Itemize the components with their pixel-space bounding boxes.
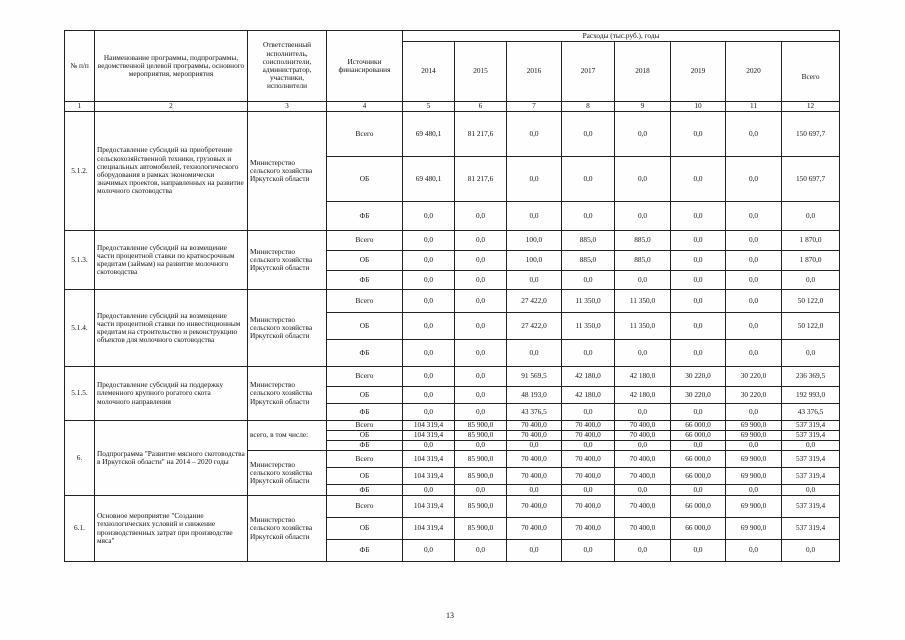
row-executor: Министерство сельского хозяйства Иркутской области	[248, 451, 327, 496]
value-cell: 0,0	[726, 271, 782, 290]
source-cell: Всего	[327, 496, 403, 518]
value-cell: 0,0	[671, 485, 726, 496]
row-executor: Министерство сельского хозяйства Иркутской области	[248, 290, 327, 367]
source-cell: ФБ	[327, 271, 403, 290]
value-cell: 0,0	[726, 441, 782, 451]
value-cell: 70 400,0	[615, 468, 671, 485]
value-cell: 85 900,0	[455, 518, 507, 540]
value-cell: 0,0	[403, 367, 455, 387]
value-cell: 70 400,0	[507, 518, 562, 540]
value-cell: 0,0	[403, 313, 455, 340]
value-cell: 0,0	[671, 251, 726, 271]
value-cell: 30 220,0	[671, 387, 726, 404]
header-name: Наименование программы, подпрограммы, ведомственной целевой программы, основного мероприятия, мероприятия	[95, 31, 248, 102]
column-index: 10	[671, 102, 726, 112]
value-cell: 0,0	[455, 485, 507, 496]
row-executor-total: всего, в том числе:	[248, 421, 327, 451]
value-cell: 0,0	[403, 340, 455, 367]
value-cell: 70 400,0	[507, 496, 562, 518]
value-cell: 885,0	[562, 231, 615, 251]
value-cell: 1 870,0	[782, 231, 840, 251]
value-cell: 0,0	[562, 485, 615, 496]
value-cell: 104 319,4	[403, 451, 455, 468]
table-row	[65, 496, 840, 518]
header-year: 2016	[507, 42, 562, 102]
row-executor: Министерство сельского хозяйства Иркутской области	[248, 231, 327, 290]
value-cell: 70 400,0	[562, 496, 615, 518]
source-cell: Всего	[327, 367, 403, 387]
table-row	[65, 231, 840, 251]
value-cell: 104 319,4	[403, 421, 455, 431]
header-year: 2018	[615, 42, 671, 102]
row-code: 5.1.5.	[65, 367, 95, 421]
row-name: Предоставление субсидий на возмещение части процентной ставки по краткосрочным кредитам (займам) на развитие молочного скотоводства	[95, 231, 248, 290]
value-cell: 0,0	[455, 540, 507, 562]
value-cell: 70 400,0	[615, 451, 671, 468]
source-cell: ОБ	[327, 518, 403, 540]
column-index: 4	[327, 102, 403, 112]
header-year: 2019	[671, 42, 726, 102]
row-executor: Министерство сельского хозяйства Иркутской области	[248, 367, 327, 421]
value-cell: 0,0	[671, 231, 726, 251]
source-cell: ФБ	[327, 202, 403, 231]
value-cell: 27 422,0	[507, 313, 562, 340]
source-cell: ФБ	[327, 540, 403, 562]
row-code: 5.1.2.	[65, 112, 95, 231]
value-cell: 0,0	[615, 271, 671, 290]
value-cell: 0,0	[615, 157, 671, 202]
row-name: Предоставление субсидий на приобретение сельскохозяйственной техники, грузовых и специальных автомобилей, технологического оборудования в рамках экономически значимых проектов, направленных на развитие молочного скотоводства	[95, 112, 248, 231]
row-name: Предоставление субсидий на поддержку племенного крупного рогатого скота молочного направления	[95, 367, 248, 421]
value-cell: 70 400,0	[562, 518, 615, 540]
value-cell: 0,0	[671, 540, 726, 562]
header-executor: Ответственный исполнитель, соисполнители, администратор, участники, исполнители	[248, 31, 327, 102]
value-cell: 0,0	[726, 251, 782, 271]
value-cell: 70 400,0	[507, 421, 562, 431]
value-cell: 0,0	[403, 485, 455, 496]
column-index: 11	[726, 102, 782, 112]
value-cell: 537 319,4	[782, 468, 840, 485]
value-cell: 0,0	[455, 441, 507, 451]
value-cell: 70 400,0	[615, 421, 671, 431]
table-row	[65, 367, 840, 387]
value-cell: 30 220,0	[726, 387, 782, 404]
value-cell: 0,0	[562, 112, 615, 157]
value-cell: 66 000,0	[671, 451, 726, 468]
value-cell: 69 480,1	[403, 157, 455, 202]
value-cell: 100,0	[507, 251, 562, 271]
value-cell: 100,0	[507, 231, 562, 251]
column-index-row	[65, 102, 840, 112]
value-cell: 42 180,0	[615, 367, 671, 387]
value-cell: 0,0	[671, 313, 726, 340]
value-cell: 69 900,0	[726, 421, 782, 431]
value-cell: 104 319,4	[403, 518, 455, 540]
value-cell: 0,0	[615, 202, 671, 231]
value-cell: 0,0	[403, 271, 455, 290]
value-cell: 0,0	[455, 251, 507, 271]
value-cell: 0,0	[782, 485, 840, 496]
row-name: Подпрограмма "Развитие мясного скотоводства в Иркутской области" на 2014 – 2020 годы	[95, 421, 248, 496]
value-cell: 0,0	[455, 387, 507, 404]
value-cell: 50 122,0	[782, 290, 840, 313]
value-cell: 69 900,0	[726, 451, 782, 468]
value-cell: 69 480,1	[403, 112, 455, 157]
value-cell: 70 400,0	[562, 421, 615, 431]
value-cell: 66 000,0	[671, 518, 726, 540]
header-year: 2015	[455, 42, 507, 102]
value-cell: 69 900,0	[726, 496, 782, 518]
column-index: 7	[507, 102, 562, 112]
value-cell: 0,0	[726, 404, 782, 421]
value-cell: 0,0	[615, 340, 671, 367]
column-index: 12	[782, 102, 840, 112]
value-cell: 91 569,5	[507, 367, 562, 387]
value-cell: 0,0	[615, 404, 671, 421]
value-cell: 537 319,4	[782, 421, 840, 431]
value-cell: 0,0	[726, 485, 782, 496]
value-cell: 0,0	[507, 157, 562, 202]
value-cell: 81 217,6	[455, 112, 507, 157]
value-cell: 0,0	[615, 441, 671, 451]
source-cell: ОБ	[327, 251, 403, 271]
source-cell: ФБ	[327, 485, 403, 496]
value-cell: 0,0	[782, 540, 840, 562]
source-cell: ОБ	[327, 468, 403, 485]
value-cell: 0,0	[455, 231, 507, 251]
value-cell: 85 900,0	[455, 421, 507, 431]
value-cell: 27 422,0	[507, 290, 562, 313]
header-total: Всего	[782, 42, 840, 102]
value-cell: 0,0	[507, 540, 562, 562]
value-cell: 66 000,0	[671, 468, 726, 485]
value-cell: 0,0	[726, 231, 782, 251]
value-cell: 0,0	[615, 485, 671, 496]
table-row	[65, 421, 840, 431]
value-cell: 0,0	[671, 404, 726, 421]
source-cell: Всего	[327, 290, 403, 313]
value-cell: 85 900,0	[455, 496, 507, 518]
table-row	[65, 290, 840, 313]
value-cell: 0,0	[403, 231, 455, 251]
value-cell: 50 122,0	[782, 313, 840, 340]
column-index: 5	[403, 102, 455, 112]
value-cell: 0,0	[726, 290, 782, 313]
column-index: 8	[562, 102, 615, 112]
value-cell: 70 400,0	[507, 431, 562, 441]
value-cell: 0,0	[782, 271, 840, 290]
source-cell: ОБ	[327, 431, 403, 441]
value-cell: 0,0	[726, 313, 782, 340]
value-cell: 0,0	[726, 202, 782, 231]
value-cell: 0,0	[782, 202, 840, 231]
column-index: 2	[95, 102, 248, 112]
value-cell: 11 350,0	[615, 290, 671, 313]
value-cell: 85 900,0	[455, 451, 507, 468]
row-name: Предоставление субсидий на возмещение части процентной ставки по инвестиционным кредитам на строительство и реконструкцию объектов для молочного скотоводства	[95, 290, 248, 367]
value-cell: 236 369,5	[782, 367, 840, 387]
value-cell: 0,0	[726, 340, 782, 367]
value-cell: 0,0	[455, 271, 507, 290]
value-cell: 0,0	[562, 271, 615, 290]
value-cell: 0,0	[403, 441, 455, 451]
value-cell: 0,0	[726, 157, 782, 202]
value-cell: 0,0	[562, 157, 615, 202]
row-executor: Министерство сельского хозяйства Иркутской области	[248, 112, 327, 231]
row-code: 5.1.4.	[65, 290, 95, 367]
value-cell: 42 180,0	[562, 367, 615, 387]
column-index: 9	[615, 102, 671, 112]
value-cell: 150 697,7	[782, 112, 840, 157]
value-cell: 81 217,6	[455, 157, 507, 202]
value-cell: 537 319,4	[782, 496, 840, 518]
value-cell: 66 000,0	[671, 431, 726, 441]
value-cell: 66 000,0	[671, 421, 726, 431]
source-cell: ФБ	[327, 404, 403, 421]
value-cell: 0,0	[671, 112, 726, 157]
source-cell: ОБ	[327, 313, 403, 340]
value-cell: 70 400,0	[615, 496, 671, 518]
value-cell: 537 319,4	[782, 451, 840, 468]
source-cell: Всего	[327, 451, 403, 468]
header-expenses: Расходы (тыс.руб.), годы	[403, 31, 840, 42]
value-cell: 0,0	[726, 112, 782, 157]
value-cell: 885,0	[615, 231, 671, 251]
row-name: Основное мероприятие "Создание технологических условий и снижение производственных затрат при производстве мяса"	[95, 496, 248, 562]
value-cell: 0,0	[455, 340, 507, 367]
value-cell: 537 319,4	[782, 518, 840, 540]
value-cell: 537 319,4	[782, 431, 840, 441]
value-cell: 43 376,5	[782, 404, 840, 421]
value-cell: 0,0	[403, 404, 455, 421]
header-num: № п/п	[65, 31, 95, 102]
budget-table	[64, 30, 840, 562]
value-cell: 85 900,0	[455, 468, 507, 485]
value-cell: 69 900,0	[726, 518, 782, 540]
header-year: 2014	[403, 42, 455, 102]
value-cell: 0,0	[455, 367, 507, 387]
value-cell: 0,0	[671, 271, 726, 290]
value-cell: 0,0	[455, 202, 507, 231]
value-cell: 0,0	[403, 290, 455, 313]
value-cell: 0,0	[507, 202, 562, 231]
value-cell: 0,0	[562, 441, 615, 451]
value-cell: 43 376,5	[507, 404, 562, 421]
value-cell: 11 350,0	[562, 313, 615, 340]
value-cell: 0,0	[782, 340, 840, 367]
row-code: 6.1.	[65, 496, 95, 562]
value-cell: 48 193,0	[507, 387, 562, 404]
value-cell: 0,0	[726, 540, 782, 562]
value-cell: 1 870,0	[782, 251, 840, 271]
value-cell: 0,0	[562, 540, 615, 562]
value-cell: 70 400,0	[507, 451, 562, 468]
source-cell: ФБ	[327, 441, 403, 451]
value-cell: 70 400,0	[615, 431, 671, 441]
value-cell: 0,0	[507, 441, 562, 451]
value-cell: 70 400,0	[562, 468, 615, 485]
column-index: 1	[65, 102, 95, 112]
value-cell: 0,0	[403, 202, 455, 231]
source-cell: Всего	[327, 421, 403, 431]
value-cell: 69 900,0	[726, 468, 782, 485]
value-cell: 0,0	[615, 112, 671, 157]
value-cell: 11 350,0	[562, 290, 615, 313]
source-cell: Всего	[327, 112, 403, 157]
value-cell: 0,0	[507, 485, 562, 496]
value-cell: 0,0	[562, 202, 615, 231]
value-cell: 0,0	[671, 340, 726, 367]
header-year: 2017	[562, 42, 615, 102]
value-cell: 0,0	[562, 340, 615, 367]
header-year: 2020	[726, 42, 782, 102]
value-cell: 885,0	[562, 251, 615, 271]
value-cell: 70 400,0	[562, 451, 615, 468]
value-cell: 0,0	[615, 540, 671, 562]
row-code: 6.	[65, 421, 95, 496]
value-cell: 30 220,0	[671, 367, 726, 387]
source-cell: ОБ	[327, 157, 403, 202]
value-cell: 42 180,0	[562, 387, 615, 404]
value-cell: 30 220,0	[726, 367, 782, 387]
value-cell: 0,0	[507, 112, 562, 157]
value-cell: 150 697,7	[782, 157, 840, 202]
table-row	[65, 112, 840, 157]
value-cell: 0,0	[507, 271, 562, 290]
value-cell: 0,0	[403, 251, 455, 271]
value-cell: 0,0	[455, 290, 507, 313]
value-cell: 0,0	[782, 441, 840, 451]
column-index: 6	[455, 102, 507, 112]
value-cell: 0,0	[455, 404, 507, 421]
value-cell: 0,0	[671, 202, 726, 231]
header-source: Источники финансирования	[327, 31, 403, 102]
value-cell: 70 400,0	[615, 518, 671, 540]
value-cell: 85 900,0	[455, 431, 507, 441]
source-cell: ОБ	[327, 387, 403, 404]
value-cell: 70 400,0	[507, 468, 562, 485]
value-cell: 0,0	[671, 441, 726, 451]
value-cell: 192 993,0	[782, 387, 840, 404]
source-cell: Всего	[327, 231, 403, 251]
value-cell: 0,0	[507, 340, 562, 367]
row-executor: Министерство сельского хозяйства Иркутской области	[248, 496, 327, 562]
value-cell: 66 000,0	[671, 496, 726, 518]
value-cell: 0,0	[562, 404, 615, 421]
value-cell: 70 400,0	[562, 431, 615, 441]
value-cell: 104 319,4	[403, 496, 455, 518]
value-cell: 104 319,4	[403, 468, 455, 485]
value-cell: 0,0	[671, 290, 726, 313]
column-index: 3	[248, 102, 327, 112]
value-cell: 885,0	[615, 251, 671, 271]
row-code: 5.1.3.	[65, 231, 95, 290]
value-cell: 11 350,0	[615, 313, 671, 340]
page-number: 13	[446, 611, 454, 620]
source-cell: ФБ	[327, 340, 403, 367]
value-cell: 0,0	[403, 387, 455, 404]
value-cell: 0,0	[455, 313, 507, 340]
value-cell: 0,0	[671, 157, 726, 202]
value-cell: 42 180,0	[615, 387, 671, 404]
value-cell: 69 900,0	[726, 431, 782, 441]
value-cell: 0,0	[403, 540, 455, 562]
value-cell: 104 319,4	[403, 431, 455, 441]
